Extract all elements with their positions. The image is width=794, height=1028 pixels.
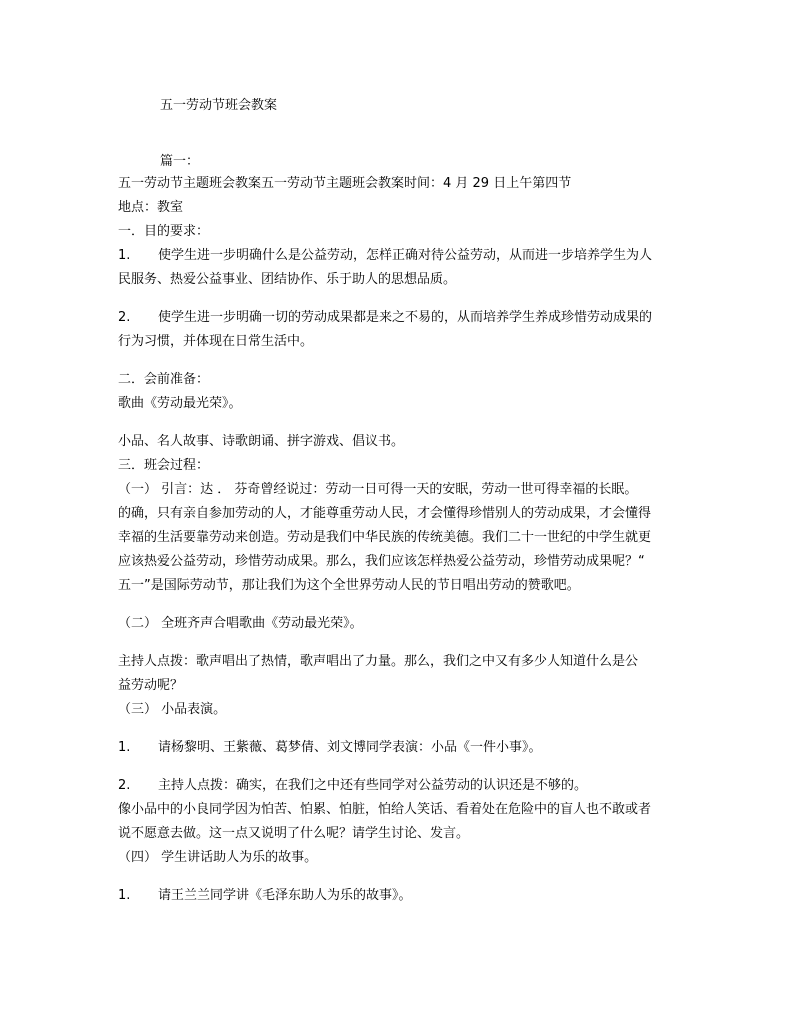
heading-line: （四） 学生讲话助人为乐的故事。 <box>118 850 318 865</box>
numbered-item <box>118 308 652 328</box>
heading-line: 三．班会过程： <box>118 458 210 473</box>
numbered-item <box>118 738 542 758</box>
document-title: 五一劳动节班会教案 <box>160 98 278 113</box>
paragraph-line: 小品、名人故事、诗歌朗诵、拼字游戏、倡议书。 <box>118 434 405 449</box>
heading-line: 一．目的要求： <box>118 224 210 239</box>
item-number: 1. <box>118 248 131 263</box>
paragraph-line: 歌曲《劳动最光荣》。 <box>118 396 242 411</box>
item-text: 主持人点拨：确实，在我们之中还有些同学对公益劳动的认识还是不够的。 <box>158 778 588 793</box>
paragraph-line: 益劳动呢？ <box>118 678 184 693</box>
item-number: 2. <box>118 778 131 793</box>
paragraph-line: （二） 全班齐声合唱歌曲《劳动最光荣》。 <box>118 616 363 631</box>
heading-line: （三） 小品表演。 <box>118 702 227 717</box>
item-number: 1. <box>118 888 131 903</box>
heading-line: 二．会前准备： <box>118 372 210 387</box>
paragraph-line: 行为习惯，并体现在日常生活中。 <box>118 334 314 349</box>
paragraph-line: 地点：教室 <box>118 200 184 215</box>
item-number: 1. <box>118 740 131 755</box>
item-text: 请杨黎明、王紫薇、葛梦倩、刘文博同学表演：小品《一件小事》。 <box>158 740 542 755</box>
paragraph-line: 民服务、热爱公益事业、团结协作、乐于助人的思想品质。 <box>118 272 457 287</box>
paragraph-line: 说不愿意去做。这一点又说明了什么呢？请学生讨论、发言。 <box>118 826 470 841</box>
paragraph-line: 幸福的生活要靠劳动来创造。劳动是我们中华民族的传统美德。我们二十一世纪的中学生就更 <box>118 530 652 545</box>
section-label: 篇一： <box>160 154 200 169</box>
paragraph-line: 像小品中的小良同学因为怕苦、怕累、怕脏，怕给人笑话、看着处在危险中的盲人也不敢或者 <box>118 802 652 817</box>
paragraph-line: 应该热爱公益劳动，珍惜劳动成果。那么，我们应该怎样热爱公益劳动，珍惜劳动成果呢？“ <box>118 554 645 569</box>
paragraph-line: 五一劳动节主题班会教案五一劳动节主题班会教案时间：4 月 29 日上午第四节 <box>118 176 572 191</box>
paragraph-line: 的确，只有亲自参加劳动的人，才能尊重劳动人民，才会懂得珍惜别人的劳动成果，才会懂得 <box>118 506 652 521</box>
numbered-item <box>118 886 412 906</box>
numbered-item <box>118 246 652 266</box>
item-text: 使学生进一步明确什么是公益劳动，怎样正确对待公益劳动，从而进一步培养学生为人 <box>158 248 653 263</box>
item-text: 请王兰兰同学讲《毛泽东助人为乐的故事》。 <box>158 888 412 903</box>
paragraph-line: （一） 引言：达 ． 芬奇曾经说过：劳动一日可得一天的安眠，劳动一世可得幸福的长眠。 <box>118 482 638 497</box>
item-text: 使学生进一步明确一切的劳动成果都是来之不易的，从而培养学生养成珍惜劳动成果的 <box>158 310 653 325</box>
numbered-item <box>118 776 587 796</box>
paragraph-line: 五一”是国际劳动节，那让我们为这个全世界劳动人民的节日唱出劳动的赞歌吧。 <box>118 578 580 593</box>
paragraph-line: 主持人点拨：歌声唱出了热情，歌声唱出了力量。那么，我们之中又有多少人知道什么是公 <box>118 654 639 669</box>
item-number: 2. <box>118 310 131 325</box>
